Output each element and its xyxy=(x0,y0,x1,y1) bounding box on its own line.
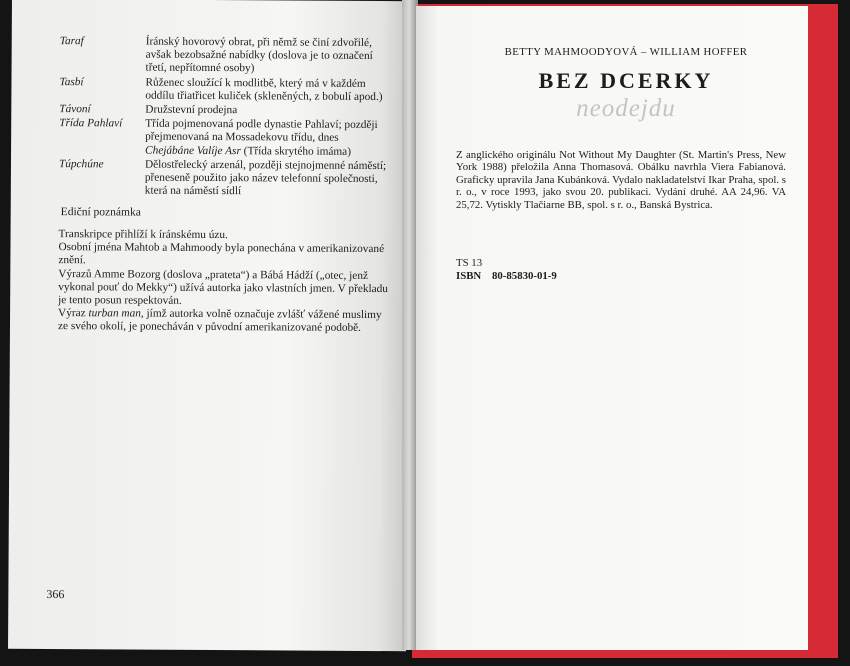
glossary-definition: Růženec sloužící k modlitbě, který má v každém oddílu třiatřicet kuliček (skleněných, z bobulí apod.) xyxy=(145,76,383,103)
authors: BETTY MAHMOODYOVÁ – WILLIAM HOFFER xyxy=(504,46,748,58)
note-paragraph xyxy=(58,307,394,335)
ts-number: TS 13 xyxy=(456,257,483,269)
glossary-term: Tasbí xyxy=(59,75,84,88)
note-paragraph: Výrazů Amme Bozorg (doslova „prateta“) a Bábá Hádží („otec, jenž vykonal pouť do Mekky“) užívá autorka jako vlastních jmen. V překladu je tento posun respektován. xyxy=(58,267,389,307)
definition-text: Třída pojmenovaná podle dynastie Pahlaví; později přejmenovaná na Mossadekovu třídu, dnes xyxy=(145,117,378,145)
glossary-definition xyxy=(145,118,389,159)
definition-text: (Třída skrytého imáma) xyxy=(240,144,352,158)
note-text: , jímž autorka volně označuje zvlášť vážené muslimy ze svého okolí, je ponecháván v původní amerikanizované podobě. xyxy=(57,307,382,335)
glossary-entry xyxy=(60,35,390,77)
glossary-entry xyxy=(59,117,389,159)
definition-italic: Chejábáne Valíje Asr xyxy=(145,144,241,157)
glossary-term: Třída Pahlaví xyxy=(59,117,123,130)
glossary-definition: Dělostřelecký arzenál, později stejnojmenné náměstí; přeneseně použito jako název telefonní společnosti, která na náměstí sídlí xyxy=(144,158,387,198)
note-paragraph: Transkripce přihlíží k íránskému úzu. xyxy=(58,228,228,242)
note-paragraph: Osobní jména Mahtob a Mahmoody byla ponechána v amerikanizované znění. xyxy=(58,241,385,267)
isbn-line xyxy=(456,270,557,282)
isbn-value: 80-85830-01-9 xyxy=(492,270,557,282)
note-text: Výraz xyxy=(58,307,89,320)
glossary-definition: Družstevní prodejna xyxy=(145,103,238,117)
book-title: BEZ DCERKY xyxy=(538,68,714,93)
glossary-term: Távoní xyxy=(59,103,91,116)
note-italic: turban man xyxy=(88,307,141,320)
book-subtitle: neodejdu xyxy=(576,95,676,122)
glossary xyxy=(59,35,390,200)
glossary-term: Taraf xyxy=(59,35,84,48)
page-number: 366 xyxy=(46,587,65,602)
glossary-entry xyxy=(59,158,389,200)
isbn-label: ISBN xyxy=(456,270,482,282)
glossary-entry xyxy=(59,76,389,104)
glossary-entry xyxy=(59,103,389,118)
editorial-notes xyxy=(58,228,395,336)
imprint-text: Z anglického originálu Not Without My Daughter (St. Martin's Press, New York 1988) přeložila Anna Thomasová. Obálku navrhla Viera Fabianová. Graficky upravila Jana Kubánková. Vydalo nakladatelství Ikar Praha, spol. s r. o., v roce 1993, jako svou 20. publikaci. Vydání druhé. AA 24,96. VA 25,72. Vytiskly Tlačiarne BB, spol. s r. o., Banská Bystrica. xyxy=(456,149,786,211)
left-page xyxy=(8,0,410,651)
editorial-note-heading: Ediční poznámka xyxy=(60,206,141,219)
right-page xyxy=(416,6,808,650)
glossary-term: Túpchúne xyxy=(58,157,104,171)
glossary-definition: Íránský hovorový obrat, při němž se činí zdvořilé, avšak bezobsažné nabídky (doslova je to označení třetí, nepřítomné osoby) xyxy=(145,35,373,75)
